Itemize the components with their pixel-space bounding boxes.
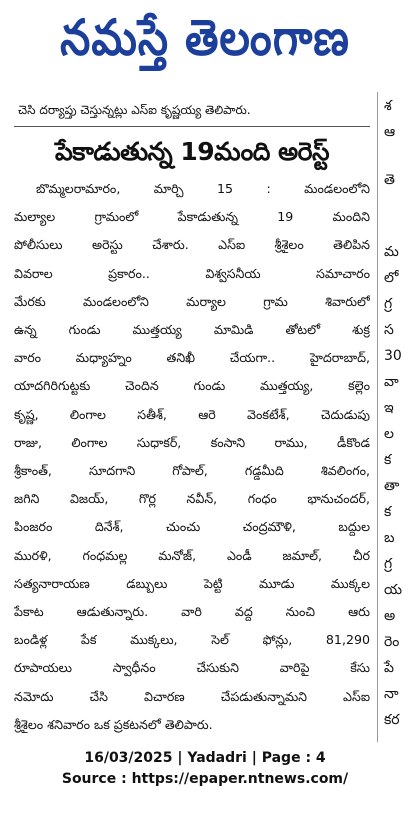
article-line: కృష్ణ, లింగాల సతీశ్, ఆరె వెంకటేశ్, చెదుడుపు xyxy=(14,406,370,422)
article-line: పేకాట ఆడుతున్నారు. వారి వద్ద నుంచి ఆరు xyxy=(14,604,370,620)
column-fragment: గ్ర xyxy=(384,296,393,312)
divider-rule xyxy=(14,126,370,127)
column-fragment: రెం xyxy=(384,634,400,650)
article-headline: పేకాడుతున్న 19మంది అరెస్ట్ xyxy=(54,137,330,166)
article-line: మేరకు మండలంలోని మర్యాల గ్రామ శివారులో xyxy=(14,293,370,309)
column-fragment: క xyxy=(384,504,392,520)
article-line: జగిని విజయ్, గొర్ల నవీన్, గంధం భానుచందర్, xyxy=(14,491,370,507)
column-fragment: మ xyxy=(384,244,399,260)
column-fragment: శ xyxy=(384,98,392,114)
column-fragment: కర xyxy=(384,712,400,728)
article-line: వివరాల ప్రకారం.. విశ్వసనీయ సమాచారం xyxy=(14,265,370,281)
column-fragment: ఆ xyxy=(384,124,396,140)
column-fragment: పే xyxy=(384,660,394,676)
article-line: రూపాయలు స్వాధీనం చేసుకుని వారిపై కేసు xyxy=(14,660,370,676)
column-fragment: లో xyxy=(384,270,399,286)
article-line: ఉన్న గుండు ముత్తయ్య మామిడి తోటలో శుక్ర xyxy=(14,322,370,338)
article-line: బండిళ్ల పేక ముక్కలు, సెల్ ఫోన్లు, 81,290 xyxy=(14,632,370,648)
article-line: రాజు, లింగాల సుధాకర్, కంసాని రాము, డీకొండ xyxy=(14,434,370,450)
source-footer xyxy=(0,748,410,790)
article-line: మురళి, గంధమల్ల మనోజ్, ఎండీ జమాల్, చీర xyxy=(14,547,370,563)
article-line: సత్యనారాయణ డబ్బులు పెట్టి మూడు ముక్కల xyxy=(14,575,370,591)
article-line: పింజరం దినేశ్, చుంచు చంద్రమౌళి, బద్దుల xyxy=(14,519,370,535)
column-fragment: వా xyxy=(384,374,399,390)
article-column xyxy=(14,98,370,739)
article-line: యాదగిరిగుట్టకు చెందిన గుండు ముత్తయ్య, కల్లెం xyxy=(14,378,370,394)
column-fragment: తా xyxy=(384,478,400,494)
column-fragment: స xyxy=(384,322,394,338)
column-fragment: క xyxy=(384,452,392,468)
column-fragment: గ్ర xyxy=(384,556,393,572)
column-fragment: 30 xyxy=(384,348,402,364)
article-line: బొమ్మలరామారం, మార్చి 15 : మండలంలోని xyxy=(36,181,370,196)
edition-info: 16/03/2025 | Yadadri | Page : 4 xyxy=(84,750,326,766)
column-fragment: ల xyxy=(384,426,394,442)
source-url: Source : https://epaper.ntnews.com/ xyxy=(61,771,349,787)
article-line: పోలీసులు అరెస్టు చేశారు. ఎస్ఐ శ్రీశైలం తెలిపిన xyxy=(14,237,370,253)
column-fragment: అ xyxy=(384,608,396,624)
article-body xyxy=(14,175,370,739)
masthead xyxy=(0,0,410,88)
article-line: మల్యాల గ్రామంలో పేకాడుతున్న 19 మందిని xyxy=(14,209,370,225)
column-fragment: నా xyxy=(384,686,399,702)
article-line: శ్రీకాంత్, సూదగాని గోపాల్, గడ్డమీది శివలింగం, xyxy=(14,463,370,479)
column-fragment: ఇ xyxy=(384,400,394,416)
column-fragment: య xyxy=(384,582,403,598)
article-line: వారం మధ్యాహ్నం తనిఖీ చేయగా.. హైదరాబాద్, xyxy=(14,350,370,366)
column-fragment: బ xyxy=(384,530,395,546)
column-divider xyxy=(377,92,378,742)
article-line: శ్రీశైలం శనివారం ఒక ప్రకటనలో తెలిపారు. xyxy=(14,716,213,732)
column-fragment: తె xyxy=(384,172,395,188)
article-line: నమోదు చేసి విచారణ చేపడుతున్నామని ఎస్ఐ xyxy=(14,688,370,704)
newspaper-title: నమస్తే తెలంగాణ xyxy=(60,9,350,67)
previous-article-tail: చెసి దర్యాప్తు చెస్తున్నట్లు ఎస్ఐ కృష్ణయ్య తెలిపారు. xyxy=(18,103,251,117)
